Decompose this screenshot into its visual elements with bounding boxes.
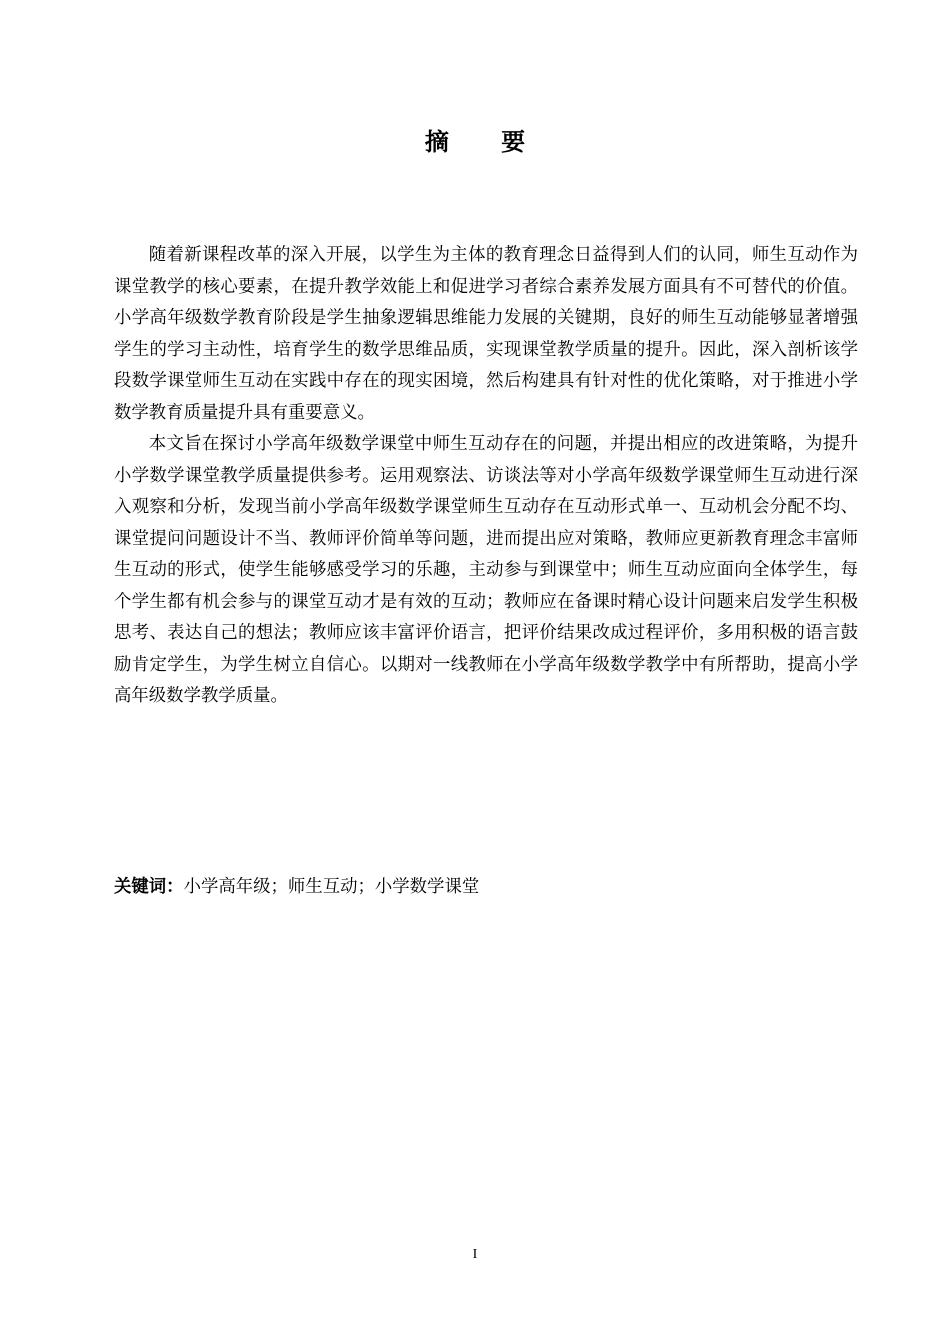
abstract-body bbox=[114, 240, 858, 713]
keywords-value: 小学高年级；师生互动；小学数学课堂 bbox=[183, 877, 480, 897]
page-number: I bbox=[472, 1247, 478, 1262]
keywords-line bbox=[114, 872, 858, 903]
keywords-label: 关键词： bbox=[114, 877, 184, 897]
abstract-paragraph-1: 随着新课程改革的深入开展，以学生为主体的教育理念日益得到人们的认同，师生互动作为课堂教学的核心要素，在提升教学效能上和促进学习者综合素养发展方面具有不可替代的价值。小学高年级数学教育阶段是学生抽象逻辑思维能力发展的关键期，良好的师生互动能够显著增强学生的学习主动性，培育学生的数学思维品质，实现课堂教学质量的提升。因此，深入剖析该学段数学课堂师生互动在实践中存在的现实困境，然后构建具有针对性的优化策略，对于推进小学数学教育质量提升具有重要意义。 bbox=[114, 245, 858, 423]
abstract-title: 摘 要 bbox=[424, 128, 548, 156]
abstract-paragraph-2: 本文旨在探讨小学高年级数学课堂中师生互动存在的问题，并提出相应的改进策略，为提升小学数学课堂教学质量提供参考。运用观察法、访谈法等对小学高年级数学课堂师生互动进行深入观察和分析，发现当前小学高年级数学课堂师生互动存在互动形式单一、互动机会分配不均、课堂提问问题设计不当、教师评价简单等问题，进而提出应对策略，教师应更新教育理念丰富师生互动的形式，使学生能够感受学习的乐趣，主动参与到课堂中；师生互动应面向全体学生，每个学生都有机会参与的课堂互动才是有效的互动；教师应在备课时精心设计问题来启发学生积极思考、表达自己的想法；教师应该丰富评价语言，把评价结果改成过程评价，多用积极的语言鼓励肯定学生，为学生树立自信心。以期对一线教师在小学高年级数学教学中有所帮助，提高小学高年级数学教学质量。 bbox=[114, 434, 858, 706]
